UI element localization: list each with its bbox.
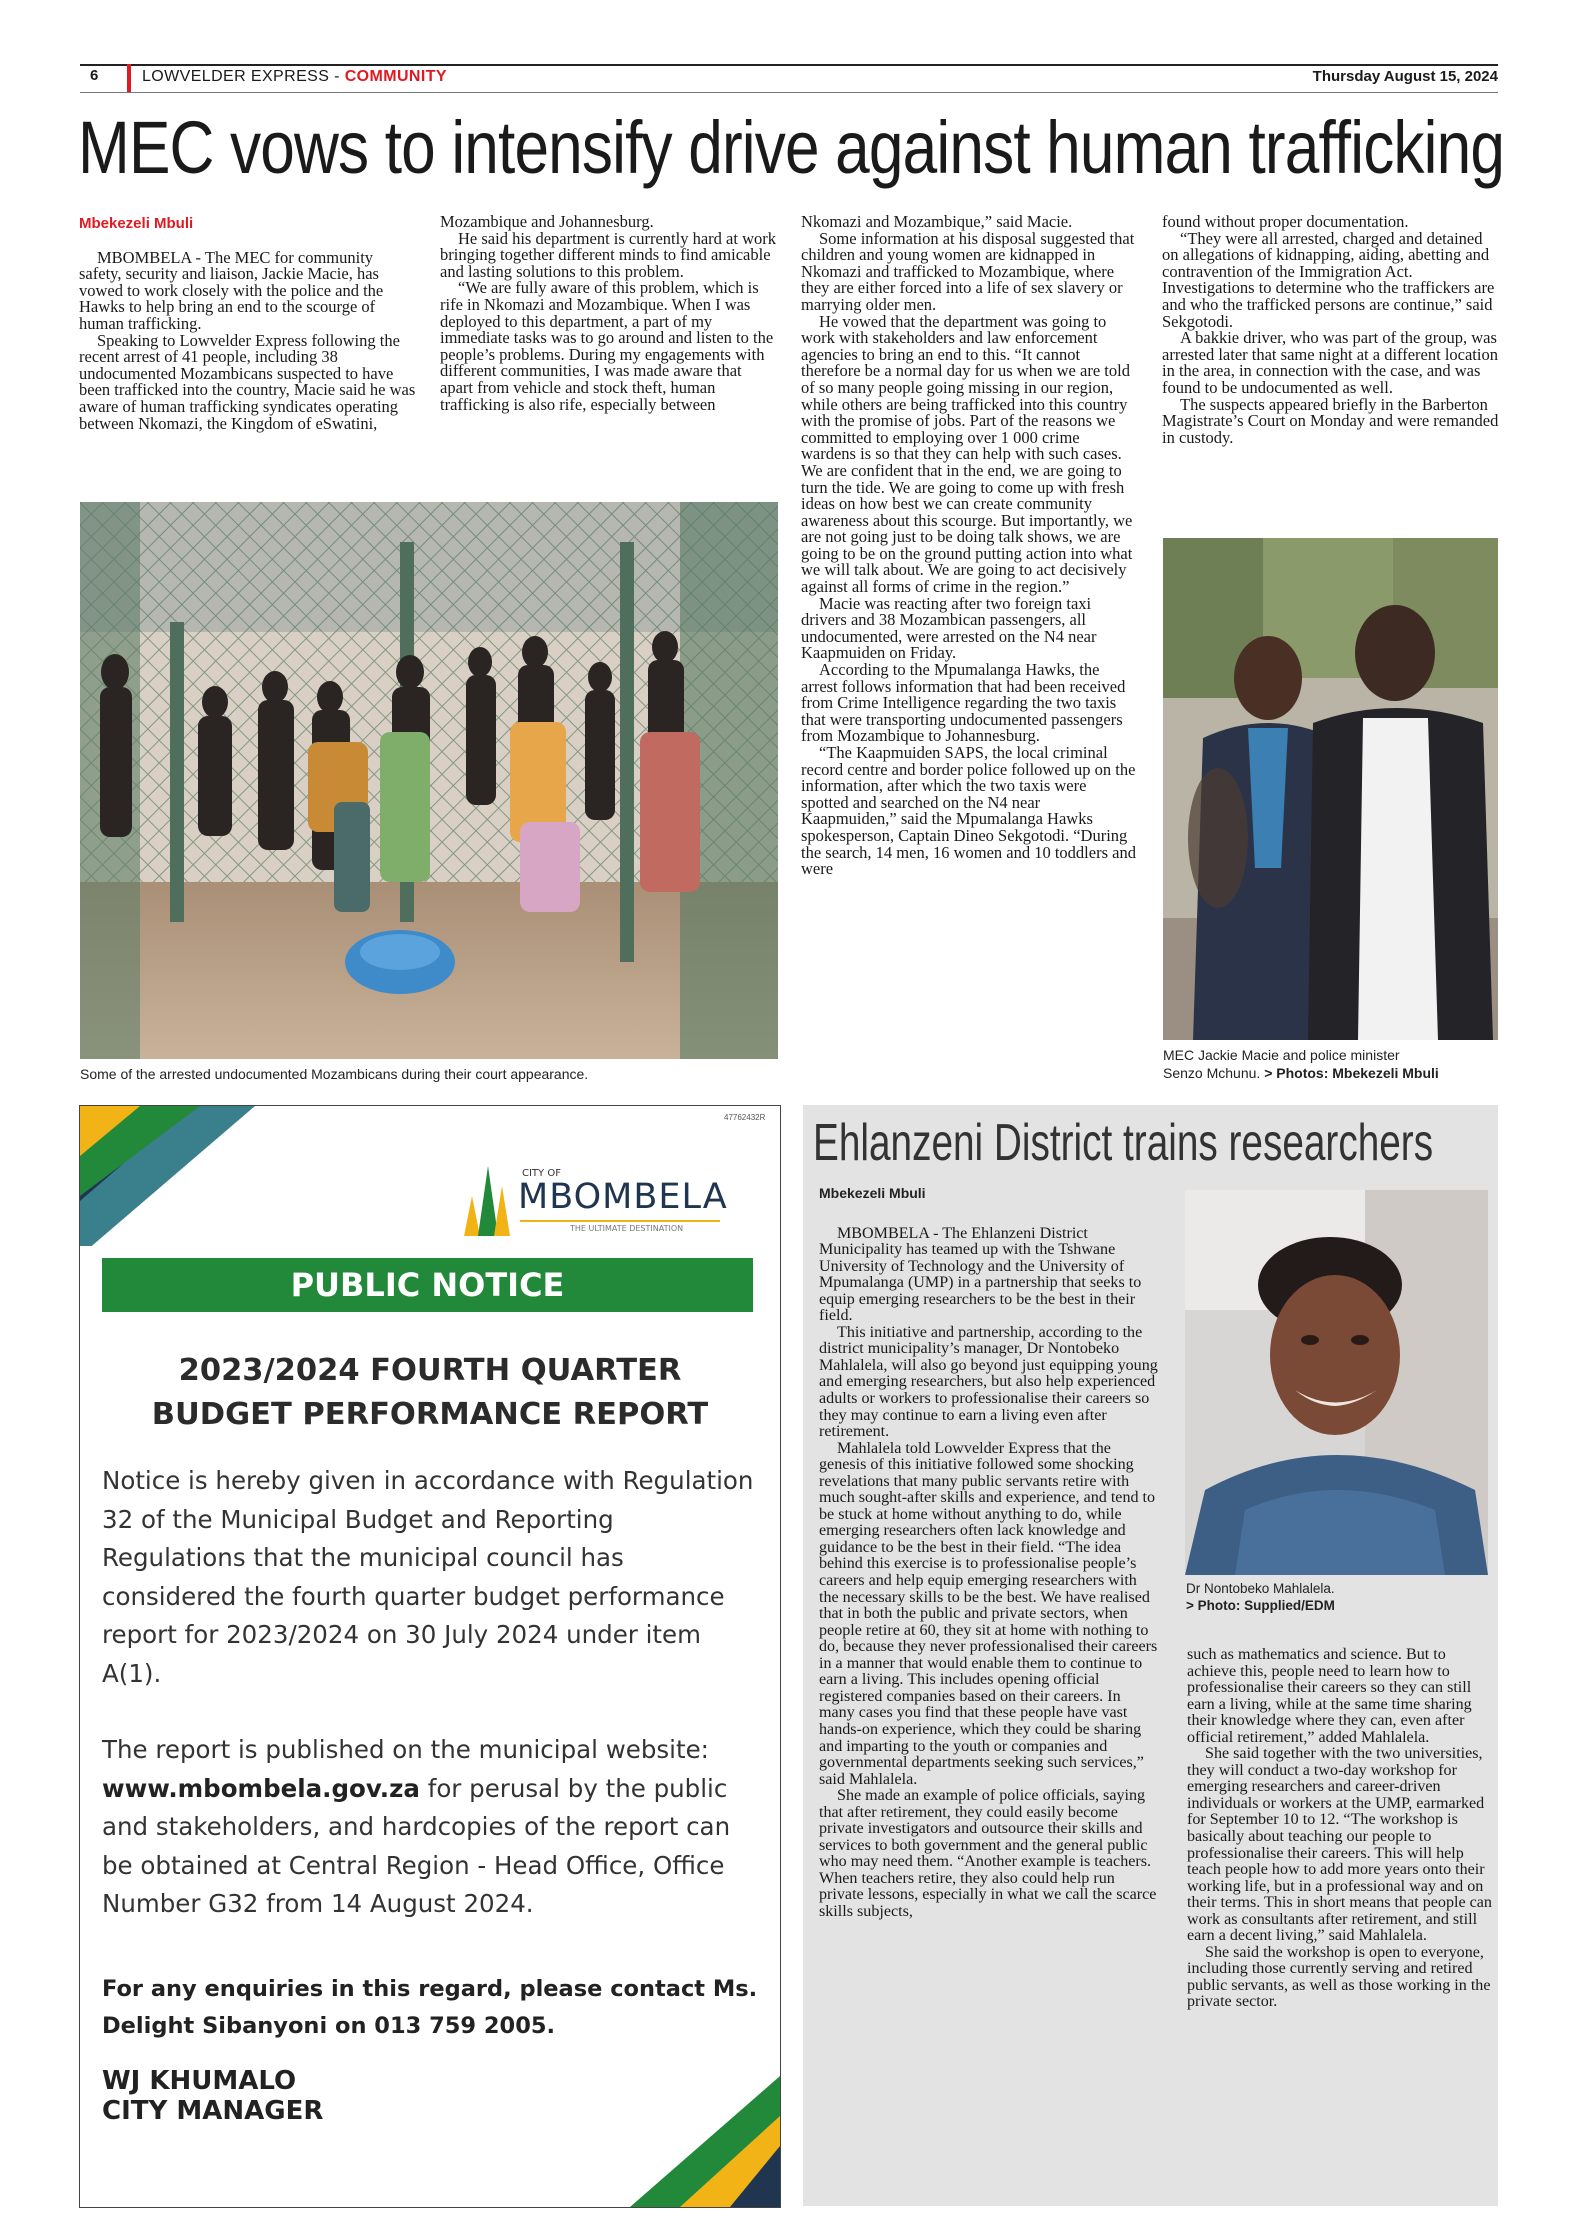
paragraph: She said together with the two universities, they will conduct a two-day workshop for emerging researchers and career-driven individuals or workers at the UMP, earmarked for September 10 to 12. “The workshop is basically about teaching our people to professionalise their careers. This will help teach people how to add more years onto their working life, but in a professional way and on their terms. This in short means that people can work as consultants after retirement, and still earn a decent living,” said Mahlalela. xyxy=(1187,1745,1492,1945)
paragraph: found without proper documentation. xyxy=(1162,212,1409,231)
paragraph: She made an example of police officials, saying that after retirement, they could easily become private investigators and outsource their skills and services to both government and the general public who may need them. “Another example is teachers. When teachers retire, they also could help run private lessons, especially in what we call the scarce skills subjects, xyxy=(819,1787,1157,1920)
signatory-name: WJ KHUMALO xyxy=(102,2066,297,2096)
notice-signatory xyxy=(102,2066,502,2126)
article-byline: Mbekezeli Mbuli xyxy=(79,215,194,232)
paragraph: Mozambique and Johannesburg. xyxy=(440,212,654,231)
logo-wordmark: MBOMBELA xyxy=(518,1177,728,1217)
notice-body xyxy=(102,1462,762,1924)
paragraph: Macie was reacting after two foreign taxi drivers and 38 Mozambican passengers, all undocumented, were arrested on the N4 near Kaapmuiden on Friday. xyxy=(801,593,1097,663)
paragraph: “The Kaapmuiden SAPS, the local criminal record centre and border police followed up on the information, after which the two taxis were spotted and searched on the N4 near Kaapmuiden,” said the Mpumalanga Hawks spokesperson, Captain Dineo Sekgotodi. “During the search, 14 men, 16 women and 10 toddlers and were xyxy=(801,743,1136,879)
paragraph: A bakkie driver, who was part of the group, was arrested later that same night at a different location in the area, in connection with the case, and was found to be undocumented as well. xyxy=(1162,328,1498,397)
mbombela-logo-mark xyxy=(460,1156,520,1236)
paragraph: He said his department is currently hard at work bringing together different minds to find amicable and lasting solutions to this problem. xyxy=(440,228,776,281)
notice-paragraph-1: Notice is hereby given in accordance with Regulation 32 of the Municipal Budget and Reporting Regulations that the municipal council has considered the fourth quarter budget performance report for 2023/2024 on 30 July 2024 under item A(1). xyxy=(102,1466,754,1688)
notice-title-line-2: BUDGET PERFORMANCE REPORT xyxy=(151,1397,709,1432)
article2-byline: Mbekezeli Mbuli xyxy=(819,1185,926,1201)
photo2-credit: > Photos: Mbekezeli Mbuli xyxy=(1264,1065,1439,1081)
public-notice-banner: PUBLIC NOTICE xyxy=(102,1258,753,1312)
photo1-caption: Some of the arrested undocumented Mozambicans during their court appearance. xyxy=(80,1066,589,1082)
notice-title xyxy=(80,1349,780,1437)
article1-column-4 xyxy=(1162,214,1499,446)
paragraph: such as mathematics and science. But to achieve this, people need to learn how to professionalise their careers so they can still earn a living, while at the same time sharing their knowledge where they can, even after official retirement,” added Mahlalela. xyxy=(1187,1646,1472,1746)
paragraph: The suspects appeared briefly in the Barberton Magistrate’s Court on Monday and were remanded in custody. xyxy=(1162,394,1499,447)
photo-dr-mahlalela-image xyxy=(1185,1190,1488,1575)
logo-tagline: THE ULTIMATE DESTINATION xyxy=(570,1224,684,1233)
paragraph: According to the Mpumalanga Hawks, the arrest follows information that had been received from Crime Intelligence regarding the two taxis that were transporting undocumented passengers from Mozambique to Johannesburg. xyxy=(801,660,1126,746)
photo-dr-mahlalela xyxy=(1185,1190,1488,1575)
article2-column-1 xyxy=(819,1185,1159,1921)
article-headline: MEC vows to intensify drive against human trafficking xyxy=(78,106,1505,189)
public-notice-advert xyxy=(79,1105,781,2208)
paragraph: Some information at his disposal suggested that children and young women are kidnapped in Nkomazi and trafficked to Mozambique, where they are either forced into a life of sex slavery or marrying older men. xyxy=(801,228,1135,314)
paragraph: MBOMBELA - The Ehlanzeni District Municipality has teamed up with the Tshwane University of Technology and the University of Mpumalanga (UMP) in a partnership that seeks to equip emerging researchers to be the best in their field. xyxy=(819,1224,1142,1325)
photo2-caption-line-1: MEC Jackie Macie and police minister xyxy=(1163,1047,1400,1063)
notice-contact: For any enquiries in this regard, please contact Ms. Delight Sibanyoni on 013 759 2005. xyxy=(102,1976,758,2039)
article2-headline: Ehlanzeni District trains researchers xyxy=(813,1114,1434,1172)
photo3-credit: > Photo: Supplied/EDM xyxy=(1186,1598,1335,1613)
notice-paragraph-2 xyxy=(102,1731,762,1924)
paragraph: She said the workshop is open to everyone, including those currently serving and retired public servants, as well as those working in the private sector. xyxy=(1187,1943,1491,2011)
photo-arrested-people-image xyxy=(80,502,778,1059)
photo-mec-and-minister xyxy=(1163,538,1498,1040)
publication-name xyxy=(142,68,447,86)
article2-column-2 xyxy=(1187,1647,1494,2011)
article1-column-2 xyxy=(440,214,777,413)
notice-paragraph-2-intro: The report is published on the municipal website: xyxy=(102,1735,709,1764)
paragraph: Nkomazi and Mozambique,” said Macie. xyxy=(801,212,1073,231)
advert-reference: 47762432R xyxy=(724,1113,766,1122)
photo-arrested-people xyxy=(80,502,778,1059)
photo-mec-and-minister-image xyxy=(1163,538,1498,1040)
page-number: 6 xyxy=(90,67,99,84)
paragraph: This initiative and partnership, according to the district municipality’s manager, Dr Nontobeko Mahlalela, will also go beyond just equipping young and emerging researchers, but also help experienced adults or workers to professionalise their careers so they may continue to earn a living even after retirement. xyxy=(819,1323,1158,1441)
paragraph: “We are fully aware of this problem, which is rife in Nkomazi and Mozambique. When I was deployed to this department, a part of my immediate tasks was to go around and listen to the people’s problems. During my engagements with different communities, I was made aware that apart from vehicle and stock theft, human trafficking is also rife, especially between xyxy=(440,278,774,414)
article1-column-3 xyxy=(801,214,1138,878)
article1-column-1 xyxy=(79,216,416,432)
mbombela-logo xyxy=(460,1156,730,1236)
photo3-caption-text: Dr Nontobeko Mahlalela. xyxy=(1186,1581,1335,1596)
paragraph: Speaking to Lowvelder Express following the recent arrest of 41 people, including 38 undocumented Mozambicans suspected to have been trafficked into the country, Macie said he was aware of human trafficking syndicates operating between Nkomazi, the Kingdom of eSwatini, xyxy=(79,330,416,433)
issue-date: Thursday August 15, 2024 xyxy=(1312,68,1498,85)
notice-paragraph-2-rest: for perusal by the public and stakeholders, and hardcopies of the report can be obtained at Central Region - Head Office, Office Number G32 from 14 August 2024. xyxy=(102,1773,731,1918)
paragraph: He vowed that the department was going to work with stakeholders and law enforcement agencies to bring an end to this. “It cannot therefore be a normal day for us when we are told of so many people going missing in our region, while others are being trafficked into this country with the promise of jobs. Part of the reasons we committed to employing over 1 000 crime wardens is so that they can help with such cases. We are confident that in the end, we are going to turn the tide. We are going to come up with fresh ideas on how best we can create community awareness about this scourge. But importantly, we are not going just to be doing talk shows, we are going to be on the ground putting action into what we will talk about. We are going to act decisively against all forms of crime in the region.” xyxy=(801,311,1133,597)
header-accent-bar xyxy=(127,64,131,92)
photo2-caption-text: Senzo Mchunu. xyxy=(1163,1065,1261,1081)
photo3-caption xyxy=(1186,1580,1496,1614)
header-rule-bottom xyxy=(80,92,1498,93)
header-rule xyxy=(80,64,1498,66)
notice-bottom-decoration xyxy=(500,2066,780,2207)
photo2-caption-line-2 xyxy=(1163,1064,1503,1082)
photo2-caption xyxy=(1163,1046,1503,1082)
publication-label: LOWVELDER EXPRESS - xyxy=(142,68,345,85)
notice-title-line-1: 2023/2024 FOURTH QUARTER xyxy=(178,1353,682,1388)
municipal-website-link[interactable]: www.mbombela.gov.za xyxy=(102,1773,420,1803)
paragraph: MBOMBELA - The MEC for community safety, security and liaison, Jackie Macie, has vowed to work closely with the police and the Hawks to help bring an end to the scourge of human trafficking. xyxy=(79,247,384,333)
section-label: COMMUNITY xyxy=(344,68,447,85)
paragraph: “They were all arrested, charged and detained on allegations of kidnapping, aiding, abetting and contravention of the Immigration Act. Investigations to determine who the traffickers are and who the trafficked persons are continue,” said Sekgotodi. xyxy=(1162,228,1495,331)
signatory-title: CITY MANAGER xyxy=(102,2096,324,2126)
logo-city-of: CITY OF xyxy=(522,1168,561,1179)
logo-underline xyxy=(520,1220,720,1222)
paragraph: Mahlalela told Lowvelder Express that the genesis of this initiative followed some shocking revelations that many public servants retire with much sought-after skills and experience, and tend to be stuck at home without anything to do, while emerging researchers often lack knowledge and guidance to be the best in their field. “The idea behind this exercise is to professionalise people’s careers and help equip emerging researchers with the necessary skills to be the best. We have realised that in both the public and private sectors, when people retire at 60, they sit at home with nothing to do, because they never professionalised their careers in a manner that would enable them to continue to earn a living. This includes opening official registered companies based on their careers. In many cases you find that these people have vast hands-on experience, which they could be sharing and imparting to the youth or companies and governmental departments seeking such services,” said Mahlalela. xyxy=(819,1439,1158,1788)
